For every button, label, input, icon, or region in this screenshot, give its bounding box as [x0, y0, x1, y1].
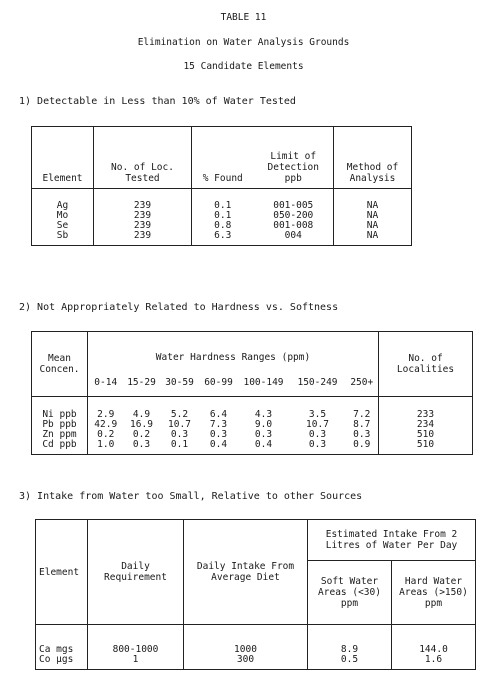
document-subtitle: 15 Candidate Elements	[183, 61, 304, 72]
cell: 0.3	[353, 429, 371, 440]
cell: Se	[56, 220, 69, 231]
header-hardness-ranges: Water Hardness Ranges (ppm)	[88, 332, 379, 378]
cell: Co µgs	[39, 654, 74, 665]
cell: Mo	[56, 210, 69, 221]
cell: 0.1	[192, 201, 254, 211]
cell: 5.2	[170, 409, 189, 420]
cell: NA	[334, 231, 412, 241]
table-row	[32, 440, 473, 450]
range-label: 15-29	[124, 377, 160, 397]
cell: Pb ppb	[42, 419, 77, 430]
cell: 0.3	[209, 429, 228, 440]
cell: Ca mgs	[39, 644, 74, 655]
cell: Sb	[56, 230, 69, 241]
cell: 4.9	[132, 409, 151, 420]
cell: 4.3	[254, 409, 273, 420]
cell: 0.2	[132, 429, 151, 440]
cell: 1.6	[392, 655, 476, 665]
cell: 0.1	[170, 439, 189, 450]
cell: 234	[379, 420, 473, 430]
cell: 510	[379, 430, 473, 440]
intake-table	[35, 519, 476, 670]
header-daily-requirement: Daily Requirement	[88, 520, 184, 625]
section1-heading: 1) Detectable in Less than 10% of Water Tested	[19, 96, 296, 107]
cell: 001-008	[273, 220, 314, 231]
cell: 050-200	[273, 210, 314, 221]
header-hard-water: Hard Water Areas (>150) ppm	[392, 561, 476, 625]
header-estimated-intake: Estimated Intake From 2 Litres of Water Per Day	[308, 520, 476, 561]
cell: Zn ppm	[42, 429, 77, 440]
cell: 8.7	[353, 419, 371, 430]
cell: 0.1	[192, 211, 254, 221]
detection-table-header	[32, 127, 412, 189]
cell: Cd ppb	[42, 439, 77, 450]
cell: 1.0	[88, 440, 124, 450]
cell: 7.2	[353, 409, 371, 420]
cell: 1	[88, 655, 184, 665]
cell: 6.4	[209, 409, 228, 420]
cell: 0.9	[353, 439, 371, 450]
cell: 0.8	[192, 221, 254, 231]
cell: 0.2	[88, 430, 124, 440]
cell: 1000	[184, 645, 308, 655]
range-label: 30-59	[160, 377, 200, 397]
cell: NA	[334, 211, 412, 221]
header-method-analysis: Method of Analysis	[334, 127, 412, 189]
header-soft-water: Soft Water Areas (<30) ppm	[308, 561, 392, 625]
range-label: 0-14	[88, 377, 124, 397]
section2-heading: 2) Not Appropriately Related to Hardness vs. Softness	[19, 302, 339, 313]
range-label: 150-249	[290, 377, 346, 397]
section3-heading: 3) Intake from Water too Small, Relative to other Sources	[19, 491, 363, 502]
cell: 0.5	[308, 655, 392, 665]
cell: 8.9	[308, 645, 392, 655]
cell: 3.5	[308, 409, 327, 420]
cell: 233	[379, 410, 473, 420]
table-row	[36, 645, 476, 655]
cell: 2.9	[88, 410, 124, 420]
table-row	[36, 655, 476, 665]
cell: 0.4	[254, 439, 273, 450]
cell: NA	[334, 201, 412, 211]
cell: 16.9	[130, 419, 153, 430]
cell: Ag	[56, 200, 69, 211]
cell: 144.0	[392, 645, 476, 655]
cell: 10.7	[306, 419, 329, 430]
cell: 239	[94, 201, 192, 211]
cell: 0.3	[308, 439, 327, 450]
cell: 0.3	[308, 429, 327, 440]
header-no-localities: No. of Localities	[379, 332, 473, 397]
range-label: 250+	[346, 377, 379, 397]
intake-table-header	[36, 520, 476, 561]
table-row	[32, 231, 412, 241]
cell: 800-1000	[88, 645, 184, 655]
cell: 001-005	[273, 200, 314, 211]
header-mean-concen: Mean Concen.	[32, 332, 88, 397]
header-limit-detection: Limit of Detection ppb	[254, 127, 334, 189]
header-no-loc-tested: No. of Loc. Tested	[94, 127, 192, 189]
hardness-table-header	[32, 332, 473, 378]
cell: 42.9	[88, 420, 124, 430]
document-title: Elimination on Water Analysis Grounds	[137, 37, 350, 48]
cell: 0.3	[254, 429, 273, 440]
cell: 004	[284, 230, 302, 241]
cell: 0.3	[132, 439, 151, 450]
cell: 9.0	[254, 419, 273, 430]
cell: 510	[379, 440, 473, 450]
detection-table	[31, 126, 412, 246]
header-element: Element	[36, 520, 88, 625]
cell: 10.7	[168, 419, 191, 430]
header-element: Element	[32, 127, 94, 189]
cell: 239	[94, 211, 192, 221]
header-percent-found: % Found	[192, 127, 254, 189]
range-label: 100-149	[238, 377, 290, 397]
cell: 0.4	[209, 439, 228, 450]
cell: 6.3	[192, 231, 254, 241]
cell: 239	[94, 231, 192, 241]
range-label: 60-99	[200, 377, 238, 397]
table-label: TABLE 11	[220, 12, 267, 23]
cell: 239	[94, 221, 192, 231]
cell: NA	[334, 221, 412, 231]
cell: 0.3	[170, 429, 189, 440]
header-daily-diet: Daily Intake From Average Diet	[184, 520, 308, 625]
hardness-table	[31, 331, 473, 455]
cell: Ni ppb	[42, 409, 77, 420]
cell: 300	[184, 655, 308, 665]
cell: 7.3	[209, 419, 228, 430]
